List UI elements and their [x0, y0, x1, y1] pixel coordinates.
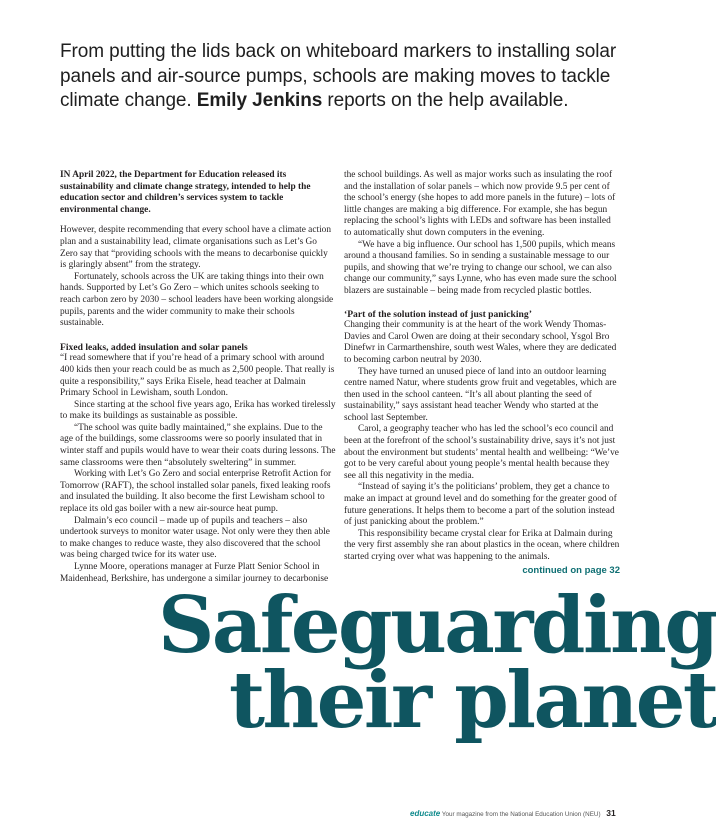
- headline: [158, 580, 716, 746]
- paragraph: Dalmain’s eco council – made up of pupils and teachers – also undertook surveys to monitor water usage. Not only were they then able to make changes to reduce waste, they also discovered that the school was being charged twice for its water use.: [60, 515, 330, 561]
- magazine-tagline: Your magazine from the National Education Union (NEU): [441, 811, 601, 818]
- paragraph: Changing their community is at the heart of the work Wendy Thomas-Davies and Carol Owen are doing at their secondary school, Ysgol Bro Dinefwr in Carmarthenshire, south west Wales, where they are dedicated to becoming carbon neutral by 2030.: [344, 320, 617, 365]
- standfirst-text: From putting the lids back on whiteboard markers to installing solar panels and air-source pumps, schools are making moves to tackle climate change.: [60, 41, 617, 111]
- article-lead: IN April 2022, the Department for Education released its sustainability and climate change strategy, intended to help the education sector and children’s services system to tackle environmental change.: [60, 170, 311, 215]
- paragraph: “We have a big influence. Our school has 1,500 pupils, which means around a thousand families. So in sending a sustainable message to our pupils, and showing that we’re trying to change our school, we can also change our community,” says Lynne, who has even made sure the school blazers are sustainable – being made from recycled plastic bottles.: [344, 239, 617, 296]
- paragraph: “I read somewhere that if you’re head of a primary school with around 400 kids then your reach could be as much as 2,500 people. That really is quite a responsibility,” says Erika Eisele, head teacher at Dalmain Primary School in Lewisham, south London.: [60, 353, 335, 399]
- continued-link[interactable]: continued on page 32: [522, 564, 620, 576]
- page-number: 31: [606, 808, 616, 818]
- paragraph: the school buildings. As well as major works such as insulating the roof and the installation of solar panels – which now provide 9.5 per cent of the school’s energy (she hopes to add more panels in the future) – lots of little changes are making a big difference. For example, she has begun replacing the school’s lights with LEDs and software has been installed to automatically shut down computers in the evening.: [344, 170, 616, 238]
- subheading-part-of-solution: ‘Part of the solution instead of just panicking’: [344, 308, 532, 320]
- paragraph: Lynne Moore, operations manager at Furze Platt Senior School in Maidenhead, Berkshire, has undergone a similar journey to decarbonise: [60, 562, 329, 584]
- magazine-brand: educate: [410, 809, 441, 818]
- article-column-left: [60, 170, 336, 585]
- subheading-fixed-leaks: Fixed leaks, added insulation and solar panels: [60, 341, 248, 353]
- paragraph: Working with Let’s Go Zero and social enterprise Retrofit Action for Tomorrow (RAFT), the school installed solar panels, fixed leaking roofs and insulated the building. It also become the first Lewisham school to replace its old gas boiler with a new air-source heat pump.: [60, 469, 332, 515]
- paragraph: However, despite recommending that every school have a climate action plan and a sustainability lead, climate organisations such as Let’s Go Zero say that “providing schools with the means to decarbonise quickly is glaringly absent” from the strategy.: [60, 225, 332, 271]
- paragraph: Since starting at the school five years ago, Erika has worked tirelessly to make its buildings as sustainable as possible.: [60, 399, 336, 422]
- paragraph: Carol, a geography teacher who has led the school’s eco council and been at the forefront of the school’s sustainability drive, says it’s not just about the environment but students’ mental health and wellbeing: “We’ve got to be very careful about young people’s mental health because they see all this negativity in the media.: [344, 424, 619, 481]
- paragraph: “Instead of saying it’s the politicians’ problem, they get a chance to make an impact at ground level and do something for the greater good of future generations. It helps them to become a part of the solution instead of just panicking about the problem.”: [344, 482, 617, 528]
- headline-line-2: their planet: [229, 655, 716, 746]
- standfirst-text-after: reports on the help available.: [327, 90, 569, 111]
- page-footer: [410, 808, 624, 818]
- paragraph: “The school was quite badly maintained,” she explains. Due to the age of the buildings, some classrooms were so poorly insulated that in winter staff and pupils would have to wear their coats during lessons. The same classrooms were then “absolutely sweltering” in summer.: [60, 422, 336, 468]
- standfirst-author: Emily Jenkins: [196, 90, 323, 111]
- headline-line-1: Safeguarding: [158, 580, 716, 671]
- paragraph: They have turned an unused piece of land into an outdoor learning centre named Natur, where students grow fruit and vegetables, which are then used in the school canteen. “It’s all about planting the seed of sustainability,” says assistant head teacher Wendy who started at the school last September.: [344, 366, 617, 423]
- article-column-right: [344, 170, 620, 576]
- paragraph: This responsibility became crystal clear for Erika at Dalmain during the very first assembly she ran about plastics in the ocean, where children started crying over what was happening to the animals.: [344, 528, 620, 562]
- paragraph: Fortunately, schools across the UK are taking things into their own hands. Supported by Let’s Go Zero – which unites schools seeking to reach carbon zero by 2030 – school leaders have been working alongside pupils, parents and the wider community to make their schools sustainable.: [60, 271, 334, 329]
- standfirst: [60, 40, 620, 114]
